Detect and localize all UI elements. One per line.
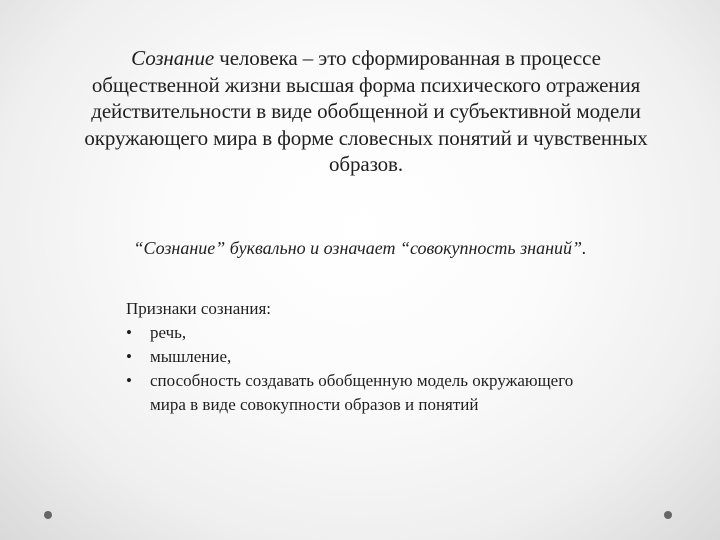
definition-term: Сознание [131, 46, 215, 70]
consciousness-definition [66, 45, 666, 178]
bullet-icon: • [126, 323, 132, 342]
bullet-icon: • [126, 371, 132, 390]
feature-speech [124, 321, 604, 345]
feature-text: способность создавать обобщенную модель окружающего мира в виде совокупности образов и понятий [150, 371, 574, 414]
features-title: Признаки сознания: [126, 299, 271, 318]
feature-thinking [124, 345, 604, 369]
feature-text: мышление, [150, 347, 232, 366]
consciousness-features [124, 297, 604, 417]
features-list [124, 321, 604, 417]
literal-meaning-quote: “Сознание” буквально и означает “совокупность знаний”. [133, 238, 587, 258]
decorative-dot-icon [664, 511, 672, 519]
definition-text: человека – это сформированная в процессе общественной жизни высшая форма психического отражения действительности в виде обобщенной и субъективной модели окружающего мира в форме словесных понятий и чувственных образов. [84, 46, 648, 176]
feature-modeling [124, 369, 604, 417]
bullet-icon: • [126, 347, 132, 366]
decorative-dot-icon [44, 511, 52, 519]
feature-text: речь, [150, 323, 187, 342]
